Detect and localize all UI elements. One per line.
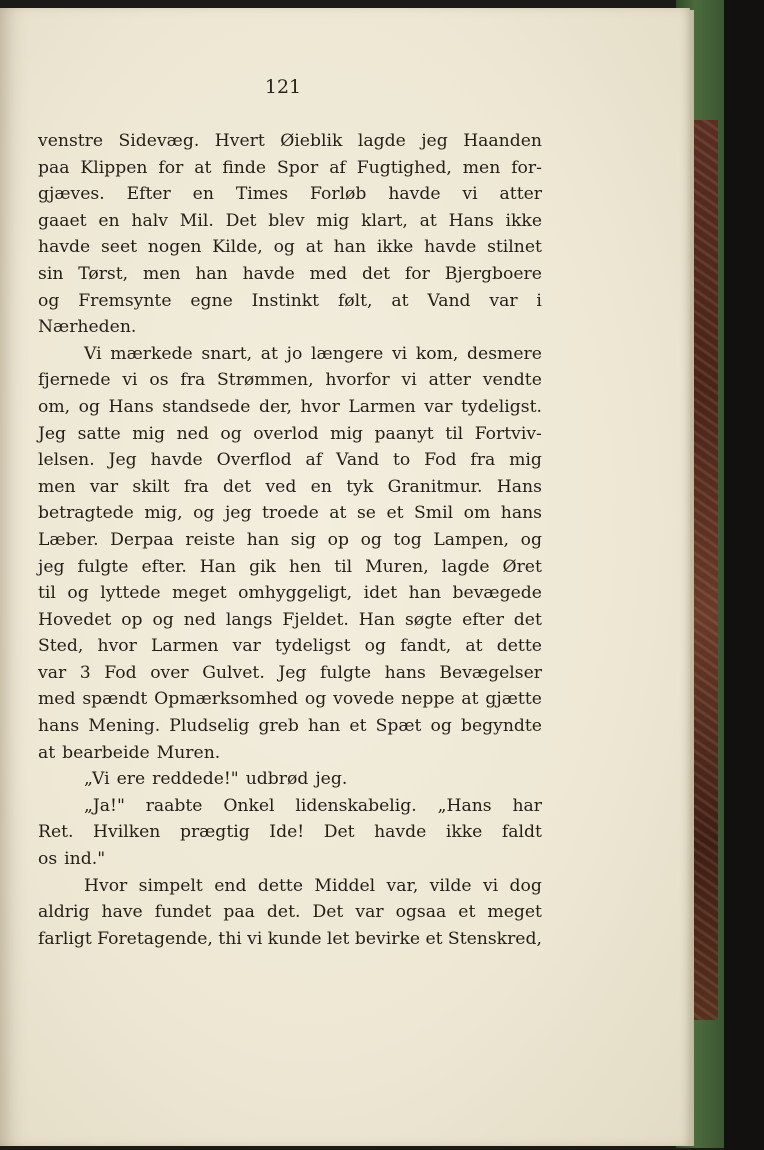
- text-line: Jeg satte mig ned og overlod mig paanyt til Fortviv-: [38, 423, 542, 444]
- text-line: jeg fulgte efter. Han gik hen til Muren, lagde Øret: [38, 556, 542, 577]
- text-line: farligt Foretagende, thi vi kunde let bevirke et Stenskred,: [38, 928, 542, 949]
- text-line: var 3 Fod over Gulvet. Jeg fulgte hans Bevægelser: [38, 662, 542, 683]
- text-line: og Fremsynte egne Instinkt følt, at Vand var i: [38, 290, 542, 311]
- body-text: [38, 128, 542, 952]
- text-line: „Ja!" raabte Onkel lidenskabelig. „Hans har: [84, 795, 542, 816]
- text-line: til og lyttede meget omhyggeligt, idet han bevægede: [38, 583, 542, 604]
- page-number: 121: [264, 76, 302, 98]
- text-line: Læber. Derpaa reiste han sig op og tog Lampen, og: [38, 529, 542, 550]
- text-line: aldrig have fundet paa det. Det var ogsaa et meget: [38, 902, 542, 923]
- text-line: „Vi ere reddede!" udbrød jeg.: [84, 769, 348, 790]
- book-page: [0, 8, 690, 1146]
- text-line: havde seet nogen Kilde, og at han ikke havde stilnet: [38, 237, 542, 258]
- text-line: fjernede vi os fra Strømmen, hvorfor vi atter vendte: [38, 370, 542, 391]
- text-line: venstre Sidevæg. Hvert Øieblik lagde jeg Haanden: [38, 131, 542, 151]
- text-line: Vi mærkede snart, at jo længere vi kom, desmere: [84, 343, 542, 364]
- text-line: Hovedet op og ned langs Fjeldet. Han søgte efter det: [38, 609, 542, 630]
- text-line: lelsen. Jeg havde Overflod af Vand to Fod fra mig: [38, 450, 542, 471]
- text-line: Nærheden.: [38, 317, 137, 338]
- text-line: med spændt Opmærksomhed og vovede neppe at gjætte: [38, 689, 542, 710]
- text-line: gaaet en halv Mil. Det blev mig klart, at Hans ikke: [38, 210, 542, 231]
- text-line: os ind.": [38, 849, 106, 870]
- text-line: Sted, hvor Larmen var tydeligst og fandt, at dette: [38, 636, 542, 657]
- text-line: paa Klippen for at finde Spor af Fugtighed, men for-: [38, 157, 542, 178]
- text-line: om, og Hans standsede der, hvor Larmen var tydeligst.: [38, 396, 542, 417]
- text-line: sin Tørst, men han havde med det for Bjergboere: [38, 263, 542, 284]
- text-line: men var skilt fra det ved en tyk Granitmur. Hans: [38, 476, 542, 497]
- text-line: Hvor simpelt end dette Middel var, vilde vi dog: [84, 875, 542, 896]
- text-line: gjæves. Efter en Times Forløb havde vi atter: [38, 184, 542, 205]
- text-line: betragtede mig, og jeg troede at se et Smil om hans: [38, 503, 542, 524]
- text-line: hans Mening. Pludselig greb han et Spæt og begyndte: [38, 716, 542, 737]
- background: [724, 0, 764, 1150]
- text-line: Ret. Hvilken prægtig Ide! Det havde ikke faldt: [38, 822, 542, 843]
- text-line: at bearbeide Muren.: [38, 742, 221, 763]
